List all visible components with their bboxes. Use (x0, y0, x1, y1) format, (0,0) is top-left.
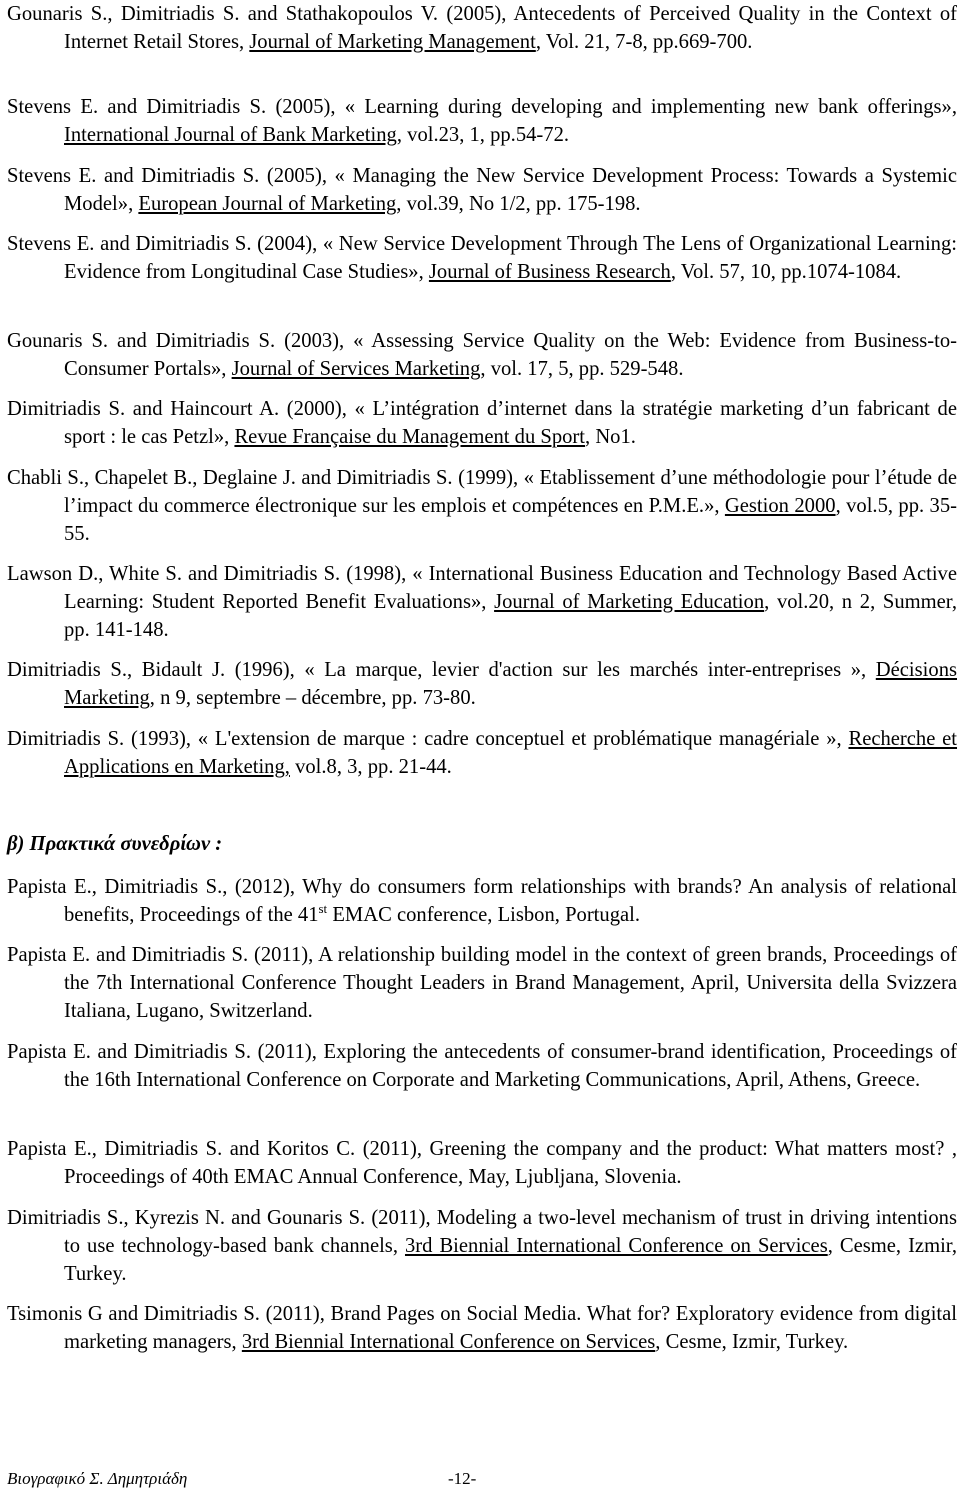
reference-details: EMAC conference, Lisbon, Portugal. (327, 904, 641, 926)
journal-reference (7, 395, 957, 451)
journal-reference (7, 560, 957, 644)
journal-reference (7, 230, 957, 286)
reference-details: vol.8, 3, pp. 21-44. (289, 756, 452, 778)
reference-text: Dimitriadis S. (1993), « L'extension de marque : cadre conceptuel et problématique managériale », (7, 728, 849, 750)
conference-reference (7, 1038, 957, 1094)
reference-text: Gounaris S. and Dimitriadis S. (2003), « Assessing Service Quality on the Web: Evidence from Business-to-Consumer Portals», (7, 330, 957, 380)
reference-text: Tsimonis G and Dimitriadis S. (2011), Brand Pages on Social Media. What for? Exploratory evidence from digital marketing managers, (7, 1303, 957, 1353)
reference-details: , Cesme, Izmir, Turkey. (64, 1235, 957, 1285)
reference-details: , n 9, septembre – décembre, pp. 73-80. (149, 687, 476, 709)
journal-title: Journal of Business Research (428, 261, 671, 283)
reference-text: Papista E. and Dimitriadis S. (2011), Exploring the antecedents of consumer-brand identification, Proceedings of the 16th International Conference on Corporate and Marketing Communications, April, Athens, Greece. (7, 1041, 957, 1091)
journal-reference (7, 656, 957, 712)
reference-details: , vol.39, No 1/2, pp. 175-198. (396, 193, 641, 215)
conference-title: 3rd Biennial International Conference on Services (241, 1331, 656, 1353)
conference-title: 3rd Biennial International Conference on Services (404, 1235, 828, 1257)
reference-text: Stevens E. and Dimitriadis S. (2005), « Managing the New Service Development Process: Towards a Systemic Model», (7, 165, 957, 215)
reference-details: , vol.20, n 2, Summer, pp. 141-148. (64, 591, 957, 641)
reference-text: Stevens E. and Dimitriadis S. (2004), « New Service Development Through The Lens of Organizational Learning: Evidence from Longitudinal Case Studies», (7, 233, 957, 283)
reference-text: Gounaris S., Dimitriadis S. and Stathakopoulos V. (2005), Antecedents of Perceived Quality in the Context of Internet Retail Stores, (7, 3, 957, 53)
journal-title: European Journal of Marketing (138, 193, 397, 215)
conference-reference (7, 1135, 957, 1191)
reference-text: Lawson D., White S. and Dimitriadis S. (1998), « International Business Education and Technology Based Active Learning: Student Reported Benefit Evaluations», (7, 563, 957, 613)
footer-author: Βιογραφικό Σ. Δημητριάδη (7, 1469, 188, 1488)
reference-text: Chabli S., Chapelet B., Deglaine J. and Dimitriadis S. (1999), « Etablissement d’une méthodologie pour l’étude de l’impact du commerce électronique sur les emplois et compétences en P.M.E.», (7, 467, 957, 517)
conference-reference (7, 941, 957, 1025)
conference-reference (7, 1204, 957, 1288)
conference-reference (7, 1300, 957, 1356)
journal-title: International Journal of Bank Marketing (64, 124, 397, 146)
journal-title: Journal of Marketing Management (249, 31, 536, 53)
journal-title: Décisions Marketing (64, 659, 957, 709)
journal-title: Journal of Marketing Education (494, 591, 765, 613)
reference-details: , Vol. 57, 10, pp.1074-1084. (670, 261, 902, 283)
reference-text: Dimitriadis S. and Haincourt A. (2000), « L’intégration d’internet dans la stratégie marketing d’un fabricant de sport : le cas Petzl», (7, 398, 957, 448)
reference-details: , Vol. 21, 7-8, pp.669-700. (535, 31, 753, 53)
journal-reference (7, 0, 957, 56)
journal-reference (7, 725, 957, 781)
reference-details: , vol. 17, 5, pp. 529-548. (480, 358, 684, 380)
reference-details: , Cesme, Izmir, Turkey. (655, 1331, 849, 1353)
journal-reference (7, 162, 957, 218)
reference-text: Papista E. and Dimitriadis S. (2011), A relationship building model in the context of green brands, Proceedings of the 7th International Conference Thought Leaders in Brand Management, April, Universita della Svizzera Italiana, Lugano, Switzerland. (7, 944, 957, 1022)
journal-reference (7, 327, 957, 383)
reference-details: , vol.23, 1, pp.54-72. (396, 124, 570, 146)
reference-text: Dimitriadis S., Bidault J. (1996), « La marque, levier d'action sur les marchés inter-entreprises », (7, 659, 876, 681)
page-number: -12- (448, 1469, 477, 1488)
reference-details: , vol.5, pp. 35-55. (64, 495, 957, 545)
reference-details: , No1. (585, 426, 636, 448)
journal-title: Journal of Services Marketing (231, 358, 481, 380)
journal-reference (7, 464, 957, 548)
journal-reference (7, 93, 957, 149)
reference-text: Stevens E. and Dimitriadis S. (2005), « Learning during developing and implementing new bank offerings», (7, 96, 957, 118)
conference-reference (7, 873, 957, 929)
journal-title: Recherche et Applications en Marketing, (64, 728, 958, 778)
reference-text: Papista E., Dimitriadis S., (2012), Why do consumers form relationships with brands? An analysis of relational benefits, Proceedings of the 41 (7, 876, 957, 926)
section-heading: β) Πρακτικά συνεδρίων : (7, 833, 223, 855)
reference-text: Dimitriadis S., Kyrezis N. and Gounaris S. (2011), Modeling a two-level mechanism of trust in driving intentions to use technology-based bank channels, (7, 1207, 957, 1257)
journal-title: Gestion 2000 (724, 495, 836, 517)
ordinal-suffix: st (318, 901, 328, 917)
journal-title: Revue Française du Management du Sport (234, 426, 586, 448)
reference-text: Papista E., Dimitriadis S. and Koritos C. (2011), Greening the company and the product: What matters most? , Proceedings of 40th EMAC Annual Conference, May, Ljubljana, Slovenia. (7, 1138, 957, 1188)
